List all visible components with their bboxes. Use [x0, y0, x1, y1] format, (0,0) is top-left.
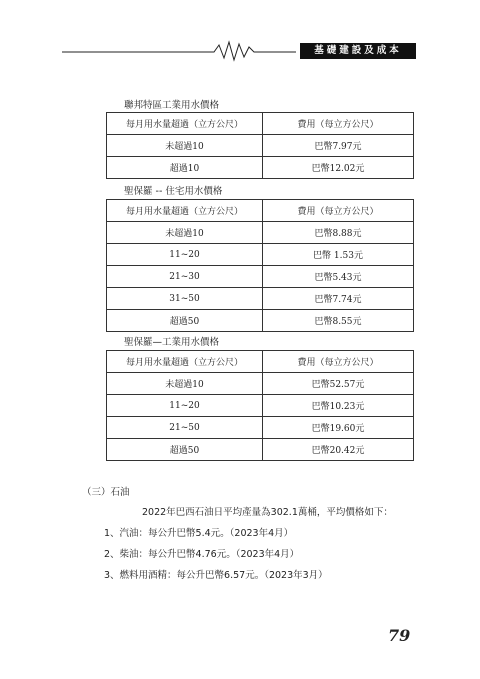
- list-item: 1、汽油：每公升巴幣5.4元。（2023年4月）: [104, 528, 294, 539]
- water-price-table-saopaulo-residential: [106, 199, 414, 332]
- table-caption: 聯邦特區工業用水價格: [124, 100, 220, 111]
- section-intro: 2022年巴西石油日平均產量為302.1萬桶，平均價格如下：: [142, 507, 393, 518]
- table-cell: 巴幣20.42元: [263, 439, 414, 461]
- table-row: [107, 373, 414, 395]
- list-item: 2、柴油：每公升巴幣4.76元。（2023年4月）: [104, 549, 300, 560]
- list-item: 3、燃料用酒精：每公升巴幣6.57元。（2023年3月）: [104, 570, 328, 581]
- table-caption: 聖保羅 -- 住宅用水價格: [124, 186, 223, 197]
- table-cell: 巴幣8.88元: [263, 222, 414, 244]
- table-row: [107, 157, 414, 179]
- table-row: [107, 135, 414, 157]
- table-cell: 巴幣12.02元: [263, 157, 414, 179]
- table-header-row: [107, 113, 414, 135]
- page-header: [0, 0, 480, 70]
- column-header: 費用（每立方公尺）: [263, 200, 414, 222]
- page-number: 79: [388, 626, 411, 645]
- table-cell: 21~30: [107, 266, 263, 288]
- table-cell: 巴幣7.74元: [263, 288, 414, 310]
- table-cell: 巴幣10.23元: [263, 395, 414, 417]
- table-header-row: [107, 351, 414, 373]
- table-caption: 聖保羅—工業用水價格: [124, 337, 220, 348]
- table-row: [107, 439, 414, 461]
- table-row: [107, 222, 414, 244]
- table-row: [107, 266, 414, 288]
- table-cell: 巴幣7.97元: [263, 135, 414, 157]
- column-header: 每月用水量超過（立方公尺）: [107, 200, 263, 222]
- column-header: 每月用水量超過（立方公尺）: [107, 351, 263, 373]
- table-cell: 31~50: [107, 288, 263, 310]
- section-heading: （三）石油: [82, 487, 130, 498]
- table-cell: 巴幣8.55元: [263, 310, 414, 332]
- table-cell: 11~20: [107, 244, 263, 266]
- table-row: [107, 244, 414, 266]
- table-row: [107, 288, 414, 310]
- section-title: 基礎建設及成本: [300, 43, 416, 59]
- table-cell: 未超過10: [107, 373, 263, 395]
- table-cell: 11~20: [107, 395, 263, 417]
- table-cell: 未超過10: [107, 135, 263, 157]
- column-header: 費用（每立方公尺）: [263, 351, 414, 373]
- column-header: 費用（每立方公尺）: [263, 113, 414, 135]
- table-cell: 巴幣 1.53元: [263, 244, 414, 266]
- table-cell: 巴幣5.43元: [263, 266, 414, 288]
- table-cell: 巴幣52.57元: [263, 373, 414, 395]
- table-row: [107, 310, 414, 332]
- table-cell: 超過50: [107, 439, 263, 461]
- table-cell: 未超過10: [107, 222, 263, 244]
- table-cell: 巴幣19.60元: [263, 417, 414, 439]
- water-price-table-federal-industrial: [106, 112, 414, 179]
- table-cell: 21~50: [107, 417, 263, 439]
- table-row: [107, 417, 414, 439]
- table-row: [107, 395, 414, 417]
- table-cell: 超過10: [107, 157, 263, 179]
- table-header-row: [107, 200, 414, 222]
- column-header: 每月用水量超過（立方公尺）: [107, 113, 263, 135]
- heartbeat-line-icon: [0, 0, 480, 70]
- table-cell: 超過50: [107, 310, 263, 332]
- water-price-table-saopaulo-industrial: [106, 350, 414, 461]
